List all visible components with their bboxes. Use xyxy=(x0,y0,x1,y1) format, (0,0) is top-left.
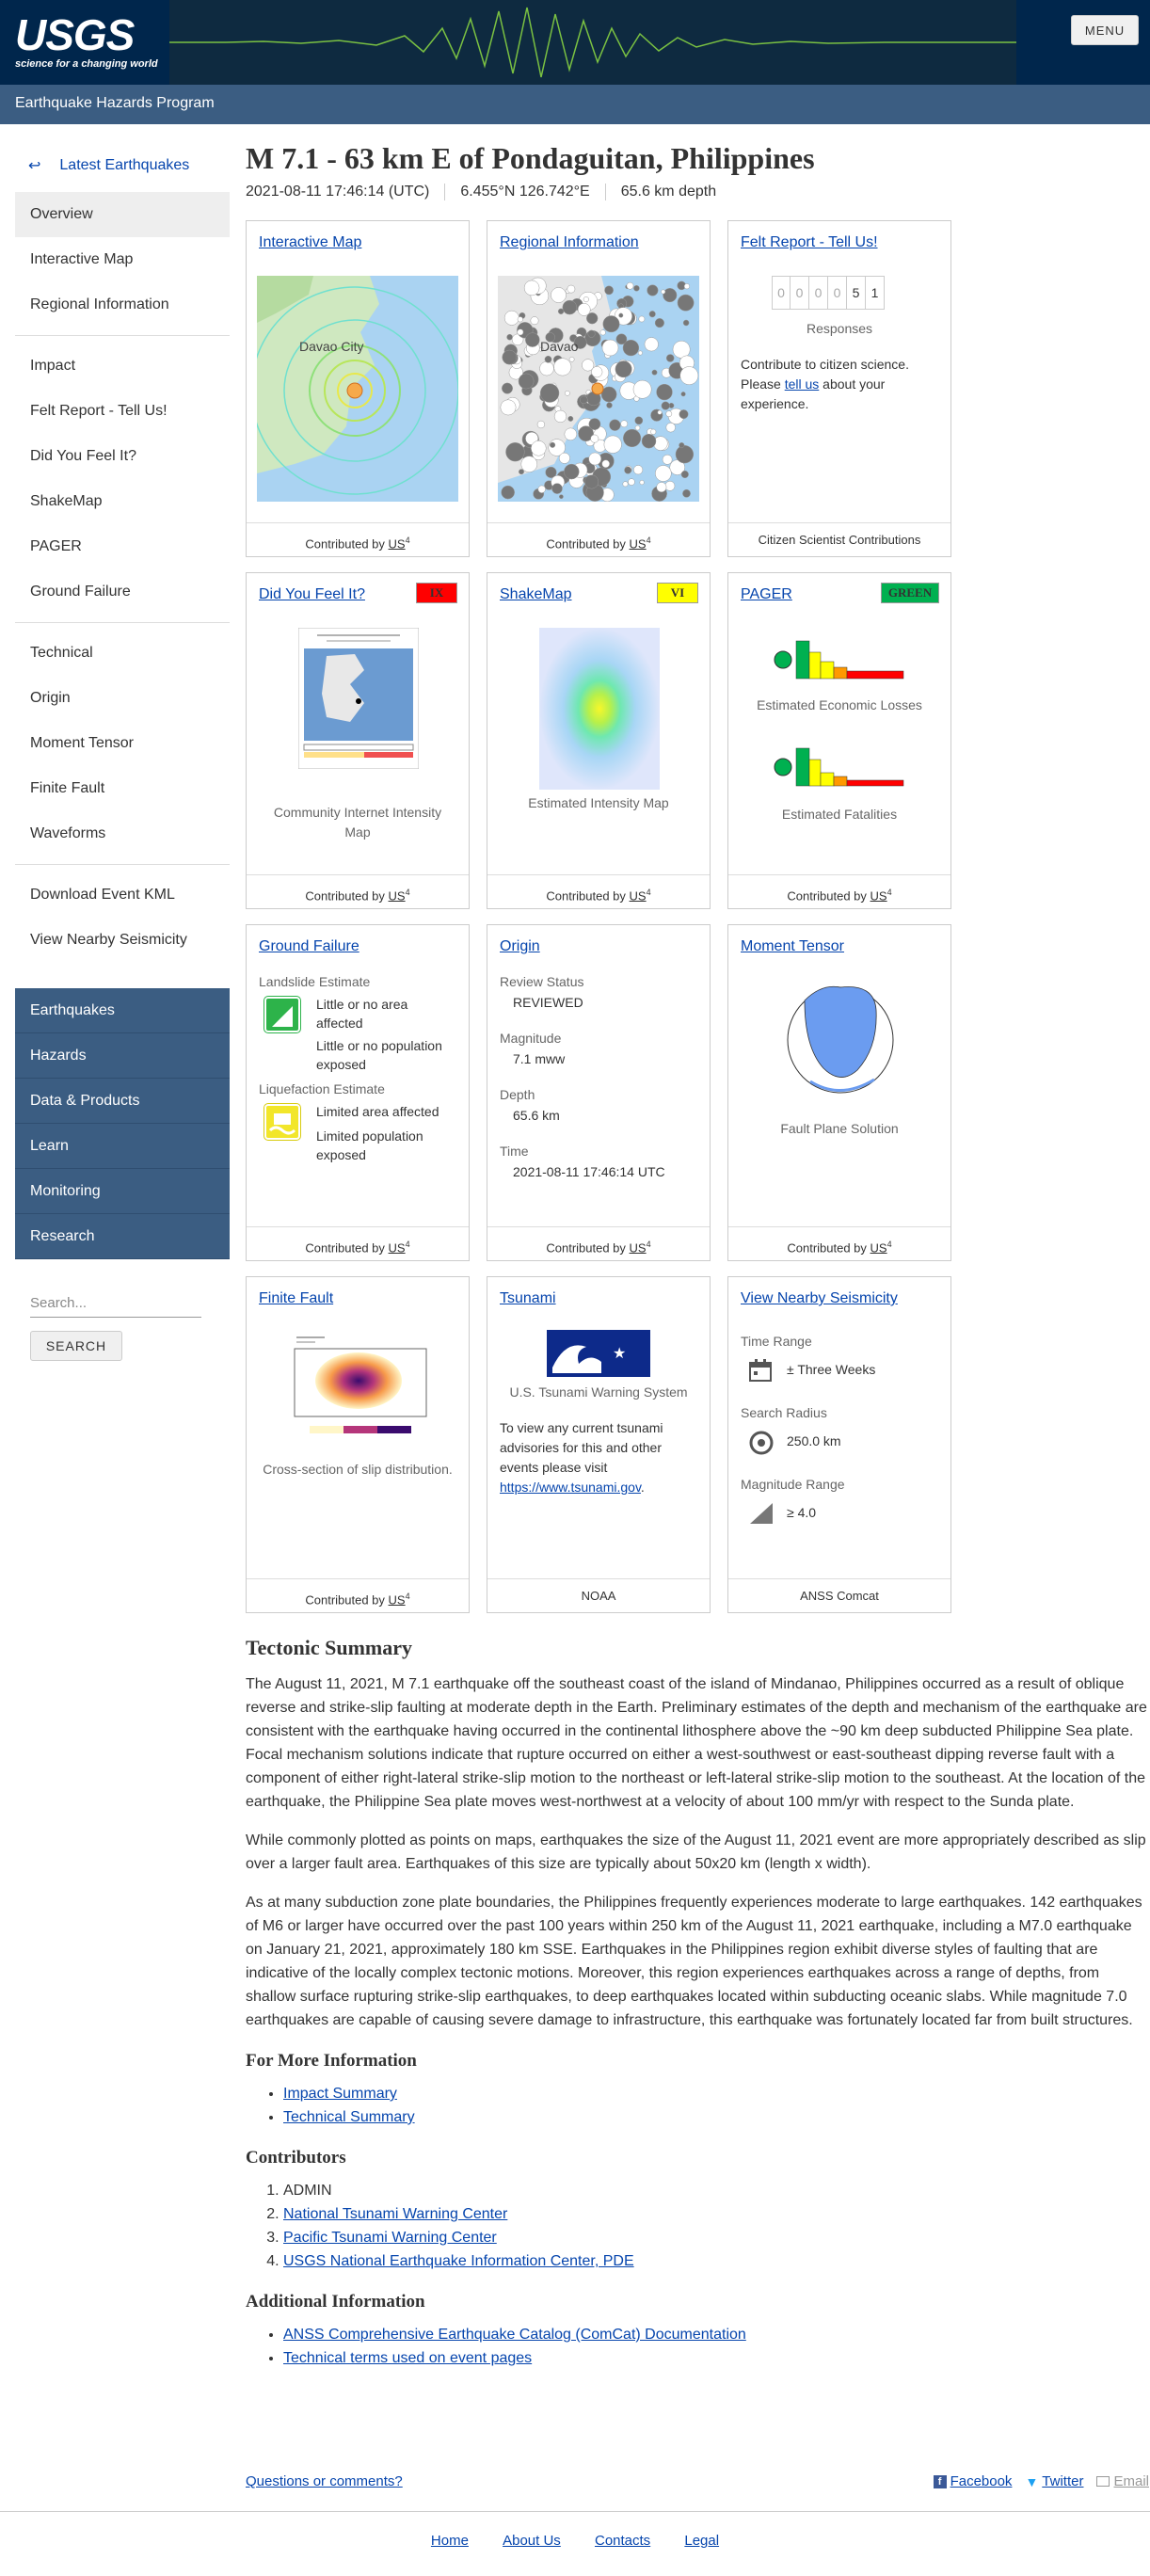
footer-links xyxy=(0,2533,1150,2549)
event-header xyxy=(246,141,1140,200)
sidebar-item-shakemap[interactable]: ShakeMap xyxy=(30,493,103,509)
seismicity-dot xyxy=(666,423,676,432)
twitter-icon: ▼ xyxy=(1025,2473,1039,2489)
seismicity-dot xyxy=(504,311,519,325)
fatalities-caption: Estimated Fatalities xyxy=(781,807,898,822)
comcat-docs-link[interactable]: ANSS Comprehensive Earthquake Catalog (ComCat) Documentation xyxy=(283,2327,746,2343)
seismicity-dot xyxy=(519,470,523,474)
seismicity-dot xyxy=(623,429,641,447)
economic-loss-caption: Estimated Economic Losses xyxy=(757,697,922,712)
back-arrow-icon: ↩ xyxy=(28,158,41,174)
technical-summary-link[interactable]: Technical Summary xyxy=(283,2109,415,2125)
list-item xyxy=(283,2082,1149,2105)
list-item xyxy=(283,2323,1149,2346)
card-title[interactable]: Regional Information xyxy=(500,234,639,250)
page-title: M 7.1 - 63 km E of Pondaguitan, Philippines xyxy=(246,141,815,175)
seismicity-dot xyxy=(537,421,545,428)
fatalities-histogram[interactable] xyxy=(774,743,907,799)
moment-tensor-caption: Fault Plane Solution xyxy=(780,1121,899,1136)
seismicity-dot xyxy=(665,481,675,490)
tsunami-warning-logo xyxy=(547,1330,650,1377)
summary-paragraph: While commonly plotted as points on maps, earthquakes the size of the August 11, 2021 event are more appropriately described as slip over a larger fault area. Earthquakes of this size are typically about 50x20 km (length x width). xyxy=(246,1832,1146,1872)
latest-earthquakes-link[interactable] xyxy=(15,147,230,184)
sidebar-item-regional-information[interactable]: Regional Information xyxy=(30,296,169,312)
facebook-share[interactable]: f Facebook xyxy=(934,2473,1013,2489)
depth-value: 65.6 km xyxy=(513,1108,560,1123)
card-shakemap[interactable] xyxy=(487,572,711,909)
seismicity-dot xyxy=(559,495,563,499)
seismicity-dot xyxy=(559,453,569,463)
search-input[interactable]: Search... xyxy=(30,1291,201,1318)
list-item xyxy=(283,2346,1149,2370)
sidebar-divider xyxy=(15,622,230,623)
seismicity-dot xyxy=(502,486,515,499)
liquefaction-population: Limited population exposed xyxy=(316,1128,423,1162)
landslide-label: Landslide Estimate xyxy=(259,974,371,989)
seismicity-dot xyxy=(592,366,603,377)
landslide-icon xyxy=(264,997,300,1032)
seismicity-dot xyxy=(678,295,694,311)
seismicity-dot xyxy=(649,311,656,317)
seismicity-dot xyxy=(682,489,690,497)
seismicity-dot xyxy=(666,411,672,417)
time-range-value: ± Three Weeks xyxy=(787,1362,876,1377)
card-footer: Contributed by $US^4$ xyxy=(487,874,710,908)
seismicity-dot xyxy=(558,309,564,314)
seismicity-dot xyxy=(518,329,523,335)
latest-earthquakes-label: Latest Earthquakes xyxy=(59,157,190,173)
nav-monitoring[interactable]: Monitoring xyxy=(15,1169,230,1214)
map-city-label: Davao City xyxy=(299,339,364,354)
sidebar-item-felt-report[interactable]: Felt Report - Tell Us! xyxy=(30,403,168,419)
seismicity-dot xyxy=(525,333,539,347)
seismicity-dot xyxy=(635,425,640,430)
more-info-heading: For More Information xyxy=(246,2051,417,2071)
seismicity-dot xyxy=(610,420,621,431)
seismicity-dot xyxy=(550,442,555,448)
seismicity-dot xyxy=(615,361,631,377)
program-title[interactable]: Earthquake Hazards Program xyxy=(15,95,215,111)
seismicity-dot xyxy=(501,400,516,415)
nav-learn[interactable]: Learn xyxy=(15,1124,230,1169)
seismicity-dot xyxy=(540,361,554,376)
sidebar-item-waveforms[interactable]: Waveforms xyxy=(30,825,106,841)
shakemap-caption: Estimated Intensity Map xyxy=(528,795,669,810)
email-icon xyxy=(1096,2476,1110,2487)
card-footer: NOAA xyxy=(487,1578,710,1612)
sidebar-item-interactive-map[interactable]: Interactive Map xyxy=(30,251,134,267)
site-nav xyxy=(15,988,230,1259)
sidebar-item-nearby-seismicity[interactable]: View Nearby Seismicity xyxy=(30,932,187,948)
sidebar-item-technical[interactable]: Technical xyxy=(30,645,93,661)
seismicity-dot xyxy=(681,392,686,396)
seismicity-dot xyxy=(603,316,619,332)
card-title[interactable]: View Nearby Seismicity xyxy=(741,1290,898,1306)
response-counter xyxy=(772,276,885,310)
counter-digit: 0 xyxy=(772,276,791,310)
card-footer: Citizen Scientist Contributions xyxy=(728,522,950,556)
site-footer xyxy=(0,2511,1150,2576)
twitter-share[interactable]: ▼ Twitter xyxy=(1025,2473,1084,2489)
seismicity-dot xyxy=(645,338,659,352)
card-felt-report[interactable] xyxy=(727,220,951,557)
sidebar-item-finite-fault[interactable]: Finite Fault xyxy=(30,780,105,796)
card-footer: Contributed by $US^4$ xyxy=(728,1226,950,1260)
share-links xyxy=(934,2473,1149,2489)
counter-digit: 0 xyxy=(809,276,828,310)
svg-text:★: ★ xyxy=(613,1344,627,1362)
card-title[interactable]: PAGER xyxy=(741,586,792,602)
seismicity-dot xyxy=(616,334,627,344)
economic-loss-histogram[interactable] xyxy=(774,635,907,692)
seismicity-dot xyxy=(568,416,573,421)
seismicity-dot xyxy=(629,479,635,486)
seismicity-dot xyxy=(583,296,589,302)
seismicity-dot xyxy=(640,480,645,485)
sidebar-item-download-kml[interactable]: Download Event KML xyxy=(30,887,175,903)
seismicity-dot xyxy=(519,374,534,389)
seismicity-dot xyxy=(563,300,577,314)
magnitude-label: Magnitude xyxy=(500,1031,562,1046)
card-regional-information[interactable] xyxy=(487,220,711,557)
seismicity-dot xyxy=(633,465,643,474)
footer-contacts-link[interactable]: Contacts xyxy=(594,2533,651,2549)
slip-distribution-thumbnail[interactable] xyxy=(287,1332,432,1445)
event-time: 2021-08-11 17:46:14 (UTC) xyxy=(246,184,445,200)
seismicity-dot xyxy=(621,421,628,427)
seismicity-dot xyxy=(600,330,606,336)
seismicity-dot xyxy=(658,410,662,414)
card-title[interactable]: ShakeMap xyxy=(500,586,572,602)
sidebar-divider xyxy=(15,335,230,336)
nav-hazards[interactable]: Hazards xyxy=(15,1033,230,1079)
intensity-badge: VI xyxy=(657,583,698,603)
list-item xyxy=(283,2226,1149,2249)
finite-fault-caption: Cross-section of slip distribution. xyxy=(263,1462,453,1477)
search-button[interactable]: SEARCH xyxy=(30,1331,122,1361)
summary-paragraph: The August 11, 2021, M 7.1 earthquake off the southeast coast of the island of Mindanao, Philippines occurred as a result of oblique reverse and strike-slip faulting at moderate depth in the Earth. Preliminary estimates of the depth and mechanism of the earthquake are consistent with the earthquake having occurred in the continental lithosphere above the ~90 km deep subducted Philippine Sea plate. Focal mechanism solutions indicate that rupture occurred on either a west-southwest or east-southeast dipping reverse fault with a component of either right-lateral strike-slip motion to the northeast or left-lateral strike-slip motion to the southeast. At the location of the earthquake, the Philippine Sea plate moves west-northwest at a velocity of about 100 mm/yr with respect to the Sunda plate. xyxy=(246,1676,1147,1810)
seismicity-dot xyxy=(545,356,551,362)
tsunami-gov-link[interactable]: https://www.tsunami.gov xyxy=(500,1480,641,1495)
card-footer: Contributed by $US^4$ xyxy=(247,874,469,908)
seismicity-dot xyxy=(662,290,665,294)
footer-home-link[interactable]: Home xyxy=(430,2533,469,2549)
usgs-logo[interactable] xyxy=(15,10,158,70)
liquefaction-icon xyxy=(264,1104,300,1140)
questions-link[interactable]: Questions or comments? xyxy=(246,2473,403,2489)
card-pager[interactable] xyxy=(727,572,951,909)
nav-earthquakes[interactable]: Earthquakes xyxy=(15,988,230,1033)
shakemap-thumbnail[interactable] xyxy=(539,628,660,790)
landslide-area: Little or no area affected xyxy=(316,997,408,1031)
map-city-label: Davao xyxy=(540,339,579,354)
seismicity-dot xyxy=(507,334,513,340)
seismicity-dot xyxy=(578,303,590,315)
review-status-label: Review Status xyxy=(500,974,584,989)
summary-heading: Tectonic Summary xyxy=(246,1636,413,1659)
footer-legal-link[interactable]: Legal xyxy=(684,2533,720,2549)
contributor-link[interactable]: National Tsunami Warning Center xyxy=(283,2206,508,2222)
nav-data-products[interactable]: Data & Products xyxy=(15,1079,230,1124)
card-footer: Contributed by $US^4$ xyxy=(487,1226,710,1260)
liquefaction-label: Liquefaction Estimate xyxy=(259,1081,385,1096)
site-search xyxy=(30,1291,201,1361)
seismicity-dot xyxy=(680,367,698,385)
seismicity-dot xyxy=(655,318,664,328)
counter-digit: 0 xyxy=(791,276,809,310)
card-footer: ANSS Comcat xyxy=(728,1578,950,1612)
time-range-label: Time Range xyxy=(741,1334,812,1349)
depth-label: Depth xyxy=(500,1087,535,1102)
facebook-icon: f xyxy=(934,2475,947,2488)
seismicity-dot xyxy=(655,466,671,482)
sidebar-item-pager[interactable]: PAGER xyxy=(30,538,82,554)
seismicity-dot xyxy=(607,403,613,408)
card-title[interactable]: Moment Tensor xyxy=(741,938,844,954)
intensity-badge: IX xyxy=(416,583,457,603)
seismicity-dot xyxy=(602,340,618,356)
responses-label: Responses xyxy=(806,321,873,336)
time-value: 2021-08-11 17:46:14 UTC xyxy=(513,1164,665,1179)
seismicity-dot xyxy=(623,482,628,487)
seismicity-dot xyxy=(569,357,574,361)
tsunami-description: To view any current tsunami advisories for this and other events please visit https://www.tsunami.gov. xyxy=(500,1420,663,1495)
seismicity-dot xyxy=(625,467,631,473)
seismicity-dot xyxy=(584,475,599,489)
seismicity-dot xyxy=(633,285,639,291)
seismicity-dot xyxy=(602,460,610,468)
card-title[interactable]: Tsunami xyxy=(500,1290,556,1306)
radius-icon xyxy=(748,1430,775,1456)
seismicity-dot xyxy=(551,287,566,302)
additional-info-heading: Additional Information xyxy=(246,2292,425,2312)
card-footer: Contributed by $US^4$ xyxy=(247,1226,469,1260)
tell-us-link[interactable]: tell us xyxy=(784,376,820,392)
seismicity-dot xyxy=(589,419,600,430)
seismicity-dot xyxy=(564,464,579,479)
card-title[interactable]: Ground Failure xyxy=(259,938,359,954)
seismicity-dot xyxy=(642,434,656,448)
seismicity-dot xyxy=(683,320,689,326)
list-item: 1. ADMIN xyxy=(283,2179,1149,2202)
card-title[interactable]: Felt Report - Tell Us! xyxy=(741,234,878,250)
tsunami-system-label: U.S. Tsunami Warning System xyxy=(509,1384,688,1400)
search-radius-value: 250.0 km xyxy=(787,1433,841,1448)
card-title[interactable]: Interactive Map xyxy=(259,234,362,250)
seismicity-dot xyxy=(565,428,577,440)
dyfi-caption: Community Internet Intensity Map xyxy=(273,805,442,840)
seismicity-dot xyxy=(588,330,596,338)
landslide-population: Little or no population exposed xyxy=(316,1038,442,1072)
card-dyfi[interactable] xyxy=(246,572,470,909)
seismicity-dot xyxy=(647,285,659,296)
list-item xyxy=(283,2249,1149,2273)
seismicity-dot xyxy=(605,286,614,295)
sidebar-item-ground-failure[interactable]: Ground Failure xyxy=(30,584,131,600)
contributors-list xyxy=(283,2179,1149,2273)
sidebar-item-origin[interactable]: Origin xyxy=(30,690,71,706)
magnitude-range-label: Magnitude Range xyxy=(741,1477,845,1492)
sidebar xyxy=(15,147,230,963)
nav-research[interactable]: Research xyxy=(15,1214,230,1259)
seismicity-dot xyxy=(554,410,567,423)
counter-digit: 1 xyxy=(866,276,885,310)
felt-description: Contribute to citizen science. Please tell us about your experience. xyxy=(741,357,909,411)
card-title[interactable]: Did You Feel It? xyxy=(259,586,365,602)
seismicity-dot xyxy=(676,445,694,463)
card-footer: Contributed by $US^4$ xyxy=(247,522,469,556)
card-interactive-map[interactable] xyxy=(246,220,470,557)
tectonic-summary xyxy=(246,1636,1149,2370)
card-title[interactable]: Finite Fault xyxy=(259,1290,334,1306)
seismicity-dot xyxy=(580,396,587,404)
logo-word: USGS xyxy=(15,10,135,59)
seismicity-dot xyxy=(650,429,656,435)
seismicity-dot xyxy=(663,455,672,464)
card-footer: Contributed by $US^4$ xyxy=(487,522,710,556)
seismicity-dot xyxy=(684,283,690,289)
list-item xyxy=(283,2202,1149,2226)
calendar-icon xyxy=(748,1358,773,1383)
seismicity-dot xyxy=(679,409,688,418)
seismicity-dot xyxy=(538,486,546,493)
sidebar-item-impact[interactable]: Impact xyxy=(30,358,76,374)
additional-info-list xyxy=(283,2323,1149,2370)
card-footer: Contributed by $US^4$ xyxy=(728,874,950,908)
seismicity-dot xyxy=(565,391,569,395)
search-radius-label: Search Radius xyxy=(741,1405,827,1420)
seismicity-dot xyxy=(524,280,539,296)
sidebar-item-dyfi[interactable]: Did You Feel It? xyxy=(30,448,136,464)
interactive-map-thumbnail[interactable] xyxy=(257,276,458,502)
seismicity-dot xyxy=(604,436,622,454)
seismicity-dot xyxy=(657,384,673,400)
magnitude-icon xyxy=(748,1501,775,1526)
liquefaction-area: Limited area affected xyxy=(316,1104,439,1119)
seismicity-dot xyxy=(531,317,538,325)
sidebar-divider xyxy=(15,864,230,865)
event-depth: 65.6 km depth xyxy=(620,184,717,200)
event-location: 6.455°N 126.742°E xyxy=(460,184,605,200)
seismicity-dot xyxy=(506,442,525,461)
card-origin[interactable] xyxy=(487,924,711,1261)
regional-map-thumbnail[interactable] xyxy=(498,276,699,502)
footer-about-link[interactable]: About Us xyxy=(503,2533,561,2549)
sidebar-item-overview[interactable]: Overview xyxy=(15,192,230,237)
card-title[interactable]: Origin xyxy=(500,938,540,954)
list-item xyxy=(283,2105,1149,2129)
seismicity-dot xyxy=(518,317,523,323)
seismicity-dot xyxy=(679,442,685,448)
seismicity-dot xyxy=(589,453,601,465)
counter-digit: 5 xyxy=(847,276,866,310)
seismicity-dot xyxy=(627,282,633,289)
menu-button[interactable]: MENU xyxy=(1071,15,1139,45)
seismicity-dot xyxy=(681,471,689,478)
contributors-heading: Contributors xyxy=(246,2148,346,2168)
seismicity-dot xyxy=(657,482,666,491)
email-share[interactable]: Email xyxy=(1096,2473,1149,2489)
card-nearby-seismicity[interactable] xyxy=(727,1276,951,1613)
seismicity-dot xyxy=(639,316,645,322)
seismicity-dot xyxy=(619,313,623,317)
review-status-value: REVIEWED xyxy=(513,995,583,1010)
counter-digit: 0 xyxy=(828,276,847,310)
card-tsunami[interactable] xyxy=(487,1276,711,1613)
seismicity-dot xyxy=(554,359,571,376)
magnitude-value: 7.1 mww xyxy=(513,1051,566,1066)
sidebar-item-moment-tensor[interactable]: Moment Tensor xyxy=(30,735,134,751)
card-moment-tensor[interactable] xyxy=(727,924,951,1261)
seismicity-dot xyxy=(663,288,678,302)
seismicity-dot xyxy=(635,417,643,424)
program-bar xyxy=(0,85,1150,124)
seismicity-dot xyxy=(540,384,559,403)
seismicity-dot xyxy=(662,402,670,410)
seismicity-dot xyxy=(591,435,599,442)
card-ground-failure[interactable] xyxy=(246,924,470,1261)
card-footer: Contributed by $US^4$ xyxy=(247,1578,469,1612)
summary-paragraph: As at many subduction zone plate boundaries, the Philippines frequently experiences moderate to large earthquakes. 142 earthquakes of M6 or larger have occurred over the past 100 years within 250 km of the August 11, 2021 earthquake, including a M7.0 earthquake on January 21, 2021, approximately 180 km SSE. Earthquakes in the Philippines region exhibit diverse styles of faulting that are indicative of the locally complex tectonic motions. Moreover, this region experiences earthquakes across a range of depths, from shallow surface rupturing strike-slip earthquakes, to deep earthquakes located within subducting oceanic slabs. While magnitude 7.0 earthquakes are capable of causing severe damage to infrastructure, this earthquake was fortunately located far from built structures. xyxy=(246,1895,1142,2028)
seismicity-dot xyxy=(638,351,642,355)
seismicity-dot xyxy=(652,370,657,375)
seismicity-dot xyxy=(502,383,512,393)
beachball-icon[interactable] xyxy=(784,972,897,1113)
alert-badge: GREEN xyxy=(881,583,939,603)
seismicity-dot xyxy=(552,484,563,494)
seismicity-dot xyxy=(521,456,537,472)
site-header xyxy=(0,0,1150,85)
more-info-list xyxy=(283,2082,1149,2129)
event-meta xyxy=(246,184,1140,200)
seismicity-dot xyxy=(567,285,575,293)
time-label: Time xyxy=(500,1144,529,1159)
card-finite-fault[interactable] xyxy=(246,1276,470,1613)
seismicity-dot xyxy=(503,350,517,364)
logo-tagline: science for a changing world xyxy=(15,58,158,70)
seismicity-dot xyxy=(633,380,651,398)
magnitude-range-value: ≥ 4.0 xyxy=(787,1505,817,1520)
seismogram-banner xyxy=(169,0,1016,85)
technical-terms-link[interactable]: Technical terms used on event pages xyxy=(283,2350,533,2366)
contributor-link[interactable]: USGS National Earthquake Information Center, PDE xyxy=(283,2253,634,2269)
dyfi-map-thumbnail[interactable] xyxy=(298,628,419,769)
seismicity-dot xyxy=(666,355,674,362)
feedback-bar xyxy=(246,2473,1149,2489)
contributor-link[interactable]: Pacific Tsunami Warning Center xyxy=(283,2230,497,2246)
seismicity-dot xyxy=(531,440,546,456)
impact-summary-link[interactable]: Impact Summary xyxy=(283,2086,397,2102)
